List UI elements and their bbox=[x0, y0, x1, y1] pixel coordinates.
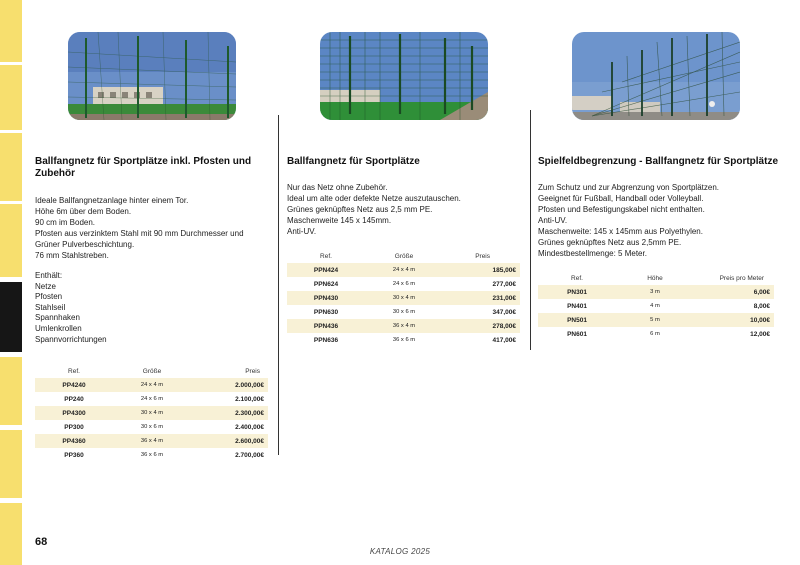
table-row bbox=[538, 313, 774, 327]
table-cell: 6,00€ bbox=[694, 285, 774, 299]
section-tab[interactable] bbox=[0, 357, 22, 425]
table-cell: PPN630 bbox=[313, 308, 339, 316]
table-cell: 24 x 6 m bbox=[392, 281, 416, 287]
table-row bbox=[287, 291, 520, 305]
table-cell: 10,00€ bbox=[694, 313, 774, 327]
table-row bbox=[35, 434, 268, 448]
product-description: Zum Schutz und zur Abgrenzung von Sportplätzen. Geeignet für Fußball, Handball oder Volleyball. Pfosten und Befestigungskabel nicht enthalten. Anti-UV. Maschenweite: 145 x 145mm aus Polyethylen. Grünes geknüpftes Netz aus 2,5mm PE. Mindestbestellmenge: 5 Meter. bbox=[538, 183, 719, 258]
price-table: Ref. Größe Preis PPN424 24 x 4 m 185,00€ PPN624 24 x 6 m 277,00€ PPN430 30 x 4 m 231,00€ PPN630 30 x 6 m 347,00€ PPN436 36 x 4 m 278,00€ PPN636 36 x 6 m 417,00€ bbox=[287, 249, 520, 347]
table-cell: 2.700,00€ bbox=[235, 451, 264, 459]
table-cell: 2.000,00€ bbox=[191, 378, 268, 392]
table-cell: 36 x 4 m bbox=[365, 319, 443, 333]
boundary-net-photo-icon bbox=[572, 32, 740, 120]
table-row bbox=[287, 333, 520, 347]
section-tab[interactable] bbox=[0, 430, 22, 498]
table-cell: 5 m bbox=[616, 313, 694, 327]
product-column bbox=[287, 0, 525, 510]
table-cell: 30 x 6 m bbox=[140, 424, 164, 430]
section-tab[interactable] bbox=[0, 65, 22, 130]
table-cell: PPN430 bbox=[287, 291, 365, 305]
product-column bbox=[35, 0, 270, 510]
table-cell: PN601 bbox=[567, 330, 587, 338]
table-cell: PP4240 bbox=[35, 378, 113, 392]
table-cell: PP4300 bbox=[35, 406, 113, 420]
product-title: Ballfangnetz für Sportplätze bbox=[287, 156, 420, 167]
page-number: 68 bbox=[35, 536, 48, 548]
product-contents: Enthält: Netze Pfosten Stahlseil Spannhaken Umlenkrollen Spannvorrichtungen bbox=[35, 271, 107, 344]
table-cell: PN501 bbox=[538, 313, 616, 327]
section-tab-active[interactable] bbox=[0, 282, 22, 352]
table-cell: 347,00€ bbox=[492, 308, 516, 316]
table-row bbox=[287, 277, 520, 291]
table-cell: 417,00€ bbox=[492, 336, 516, 344]
table-row bbox=[35, 392, 268, 406]
table-cell: 36 x 6 m bbox=[392, 337, 416, 343]
table-cell: 30 x 6 m bbox=[392, 309, 416, 315]
table-cell: PN301 bbox=[538, 285, 616, 299]
section-tab[interactable] bbox=[0, 0, 22, 62]
column-divider bbox=[278, 115, 279, 455]
table-cell: 2.400,00€ bbox=[235, 423, 264, 431]
table-cell: 36 x 4 m bbox=[113, 434, 191, 448]
table-cell: PP240 bbox=[64, 395, 84, 403]
table-cell: 2.600,00€ bbox=[191, 434, 268, 448]
table-row bbox=[35, 448, 268, 462]
product-description: Ideale Ballfangnetzanlage hinter einem Tor. Höhe 6m über dem Boden. 90 cm im Boden. Pfosten aus verzinktem Stahl mit 90 mm Durchmesser und Grüner Pulverbeschichtung. 76 mm Stahlstreben. bbox=[35, 196, 244, 260]
table-row bbox=[287, 305, 520, 319]
table-cell: PPN636 bbox=[313, 336, 339, 344]
product-column bbox=[538, 0, 778, 510]
table-cell: 30 x 4 m bbox=[365, 291, 443, 305]
table-cell: 278,00€ bbox=[443, 319, 520, 333]
table-cell: 36 x 6 m bbox=[140, 452, 164, 458]
table-cell: 277,00€ bbox=[492, 280, 516, 288]
table-cell: 24 x 4 m bbox=[113, 378, 191, 392]
table-cell: PP300 bbox=[64, 423, 84, 431]
table-row bbox=[538, 285, 774, 299]
table-cell: PP360 bbox=[64, 451, 84, 459]
section-tab[interactable] bbox=[0, 204, 22, 277]
table-cell: PPN624 bbox=[313, 280, 339, 288]
column-divider bbox=[530, 110, 531, 350]
catalog-footer: KATALOG 2025 bbox=[369, 547, 431, 556]
product-title: Ballfangnetz für Sportplätze inkl. Pfosten und Zubehör bbox=[35, 156, 252, 179]
price-table: Ref. Höhe Preis pro Meter PN301 3 m 6,00€ PN401 4 m 8,00€ PN501 5 m 10,00€ PN601 6 m 12,00€ bbox=[538, 271, 774, 341]
table-cell: PP4360 bbox=[35, 434, 113, 448]
table-cell: 3 m bbox=[616, 285, 694, 299]
table-cell: 30 x 4 m bbox=[113, 406, 191, 420]
table-row bbox=[35, 378, 268, 392]
table-cell: PPN436 bbox=[287, 319, 365, 333]
product-description: Nur das Netz ohne Zubehör. Ideal um alte oder defekte Netze auszutauschen. Grünes geknüpftes Netz aus 2,5 mm PE. Maschenweite 145 x 145mm. Anti-UV. bbox=[287, 183, 461, 236]
table-row bbox=[538, 327, 774, 341]
table-row bbox=[35, 406, 268, 420]
section-tab-strip bbox=[0, 0, 22, 565]
product-title: Spielfeldbegrenzung - Ballfangnetz für Sportplätze bbox=[538, 156, 779, 167]
table-cell: 12,00€ bbox=[750, 330, 770, 338]
table-cell: PN401 bbox=[567, 302, 587, 310]
table-cell: 185,00€ bbox=[443, 263, 520, 277]
table-cell: 231,00€ bbox=[443, 291, 520, 305]
net-photo-icon bbox=[320, 32, 488, 120]
table-cell: 24 x 6 m bbox=[140, 396, 164, 402]
fence-photo-icon bbox=[68, 32, 236, 120]
table-cell: PPN424 bbox=[287, 263, 365, 277]
table-row bbox=[538, 299, 774, 313]
table-cell: 6 m bbox=[650, 331, 660, 337]
section-tab[interactable] bbox=[0, 133, 22, 201]
table-row bbox=[287, 319, 520, 333]
table-cell: 4 m bbox=[650, 303, 660, 309]
table-cell: 2.100,00€ bbox=[235, 395, 264, 403]
price-table: Ref. Größe Preis PP4240 24 x 4 m 2.000,00€ PP240 24 x 6 m 2.100,00€ PP4300 30 x 4 m 2.300,00€ PP300 30 x 6 m 2.400,00€ PP4360 36 x 4 m 2.600,00€ PP360 36 x 6 m 2.700,00€ bbox=[35, 364, 268, 462]
table-cell: 24 x 4 m bbox=[365, 263, 443, 277]
table-row bbox=[287, 263, 520, 277]
table-cell: 2.300,00€ bbox=[191, 406, 268, 420]
table-row bbox=[35, 420, 268, 434]
table-cell: 8,00€ bbox=[753, 302, 770, 310]
